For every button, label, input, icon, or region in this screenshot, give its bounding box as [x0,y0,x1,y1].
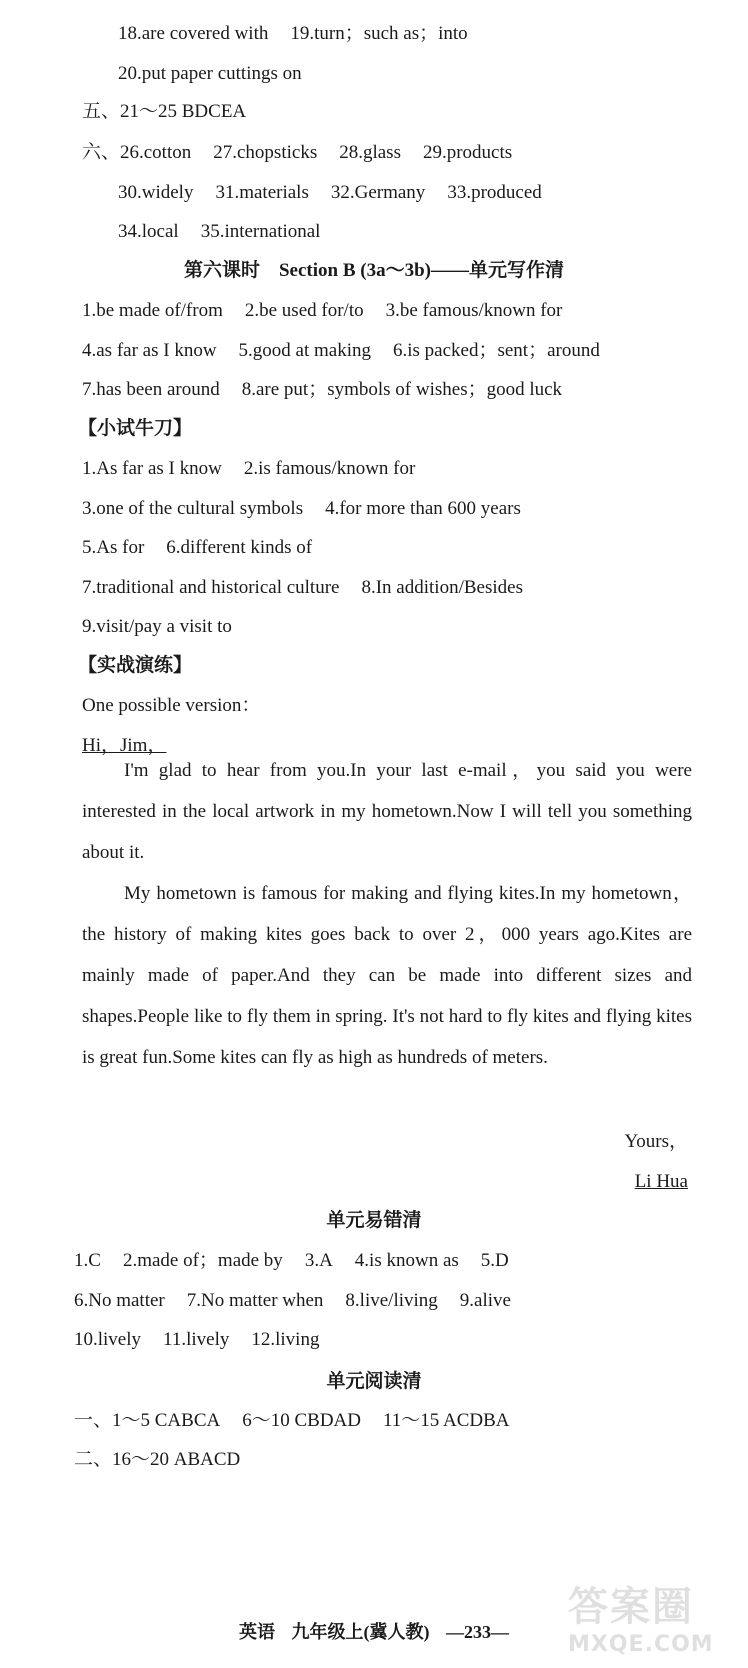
answer-item: 6～10 CBDAD [242,1410,361,1431]
answer-line [82,141,512,165]
answer-item: 6.No matter [74,1290,165,1311]
watermark-url: MXQE.COM [568,1632,714,1657]
answer-item: 一、1～5 CABCA [74,1410,221,1431]
answer-item: 2.be used for/to [244,300,364,321]
answer-item: 29.products [422,142,513,163]
answer-item: 6.different kinds of [166,537,313,558]
essay-signature: Li Hua [634,1171,688,1192]
answer-item: 18.are covered with [118,23,269,44]
answer-item: 1.C [74,1250,101,1271]
answer-item: 19.turn；such as；into [290,23,468,44]
answer-item: 8.live/living [345,1290,438,1311]
answer-line [82,339,600,363]
answer-line [74,1448,240,1472]
answer-line [118,220,320,244]
answer-item: 3.be famous/known for [385,300,563,321]
answer-line [82,615,232,639]
answer-item: 5.D [480,1250,509,1271]
watermark-logo-text: 答案圈 [568,1584,694,1630]
answer-item: 5.good at making [238,340,371,361]
essay-closing: Yours， [624,1131,688,1152]
answer-line [82,536,312,560]
subsection-title: 【小试牛刀】 [78,418,193,439]
page-number: —233— [446,1622,509,1642]
answer-item: 32.Germany [330,182,426,203]
section-title: 第六课时 Section B (3a～3b)——单元写作清 [183,260,564,281]
answer-line [118,22,468,46]
answer-item: 20.put paper cuttings on [118,63,302,84]
answer-item: 1.As far as I know [82,458,222,479]
footer-grade: 九年级上(冀人教) [291,1622,430,1642]
answer-line [74,1289,511,1313]
answer-item: 5.As for [82,537,145,558]
section-title: 单元易错清 [326,1210,422,1231]
answer-item: 30.widely [118,182,194,203]
essay-intro: One possible version： [82,695,261,716]
answer-item: 34.local [118,221,179,242]
answer-item: 11～15 ACDBA [382,1410,510,1431]
answer-item: 五、21～25 BDCEA [82,101,247,122]
answer-line [74,1328,319,1352]
answer-item: 10.lively [74,1329,142,1350]
answer-item: 六、26.cotton [82,142,192,163]
answer-item: 11.lively [163,1329,230,1350]
answer-line [74,1409,510,1433]
section-title: 单元阅读清 [326,1371,422,1392]
answer-item: 3.A [304,1250,333,1271]
answer-line [82,576,523,600]
answer-item: 7.No matter when [186,1290,324,1311]
answer-item: 7.traditional and historical culture [82,577,340,598]
answer-item: 4.is known as [354,1250,459,1271]
answer-item: 35.international [200,221,321,242]
answer-line [118,181,542,205]
answer-line [118,62,302,86]
footer-subject: 英语 [239,1622,275,1642]
answer-item: 4.as far as I know [82,340,217,361]
answer-line [82,497,521,521]
answer-line [74,1249,509,1273]
answer-item: 3.one of the cultural symbols [82,498,304,519]
answer-item: 28.glass [339,142,401,163]
answer-line [82,378,562,402]
answer-line [82,100,246,124]
answer-item: 27.chopsticks [213,142,318,163]
essay-paragraph: My hometown is famous for making and flying kites.In my hometown，the history of making kites goes back to over 2，000 years ago.Kites are mainly made of paper.And they can be made into different sizes and shapes.People like to fly them in spring. It's not hard to fly kites and flying kites is great fun.Some kites can fly as high as hundreds of meters. [82,883,692,1068]
watermark-logo [568,1575,718,1660]
answer-item: 9.visit/pay a visit to [82,616,232,637]
answer-item: 7.has been around [82,379,220,400]
answer-item: 33.produced [447,182,542,203]
answer-item: 二、16～20 ABACD [74,1449,241,1470]
essay-greeting: Hi，Jim， [82,735,167,756]
answer-item: 2.made of；made by [122,1250,283,1271]
answer-item: 6.is packed；sent；around [393,340,600,361]
answer-item: 12.living [251,1329,320,1350]
answer-line [82,457,415,481]
subsection-title: 【实战演练】 [78,655,193,676]
answer-item: 9.alive [459,1290,511,1311]
essay-paragraph: I'm glad to hear from you.In your last e-mail，you said you were interested in the local artwork in my hometown.Now I will tell you something about it. [82,760,692,863]
answer-item: 2.is famous/known for [243,458,416,479]
answer-item: 8.are put；symbols of wishes；good luck [241,379,563,400]
answer-line [82,299,562,323]
answer-item: 31.materials [215,182,309,203]
answer-item: 4.for more than 600 years [325,498,521,519]
answer-item: 1.be made of/from [82,300,223,321]
answer-item: 8.In addition/Besides [361,577,523,598]
